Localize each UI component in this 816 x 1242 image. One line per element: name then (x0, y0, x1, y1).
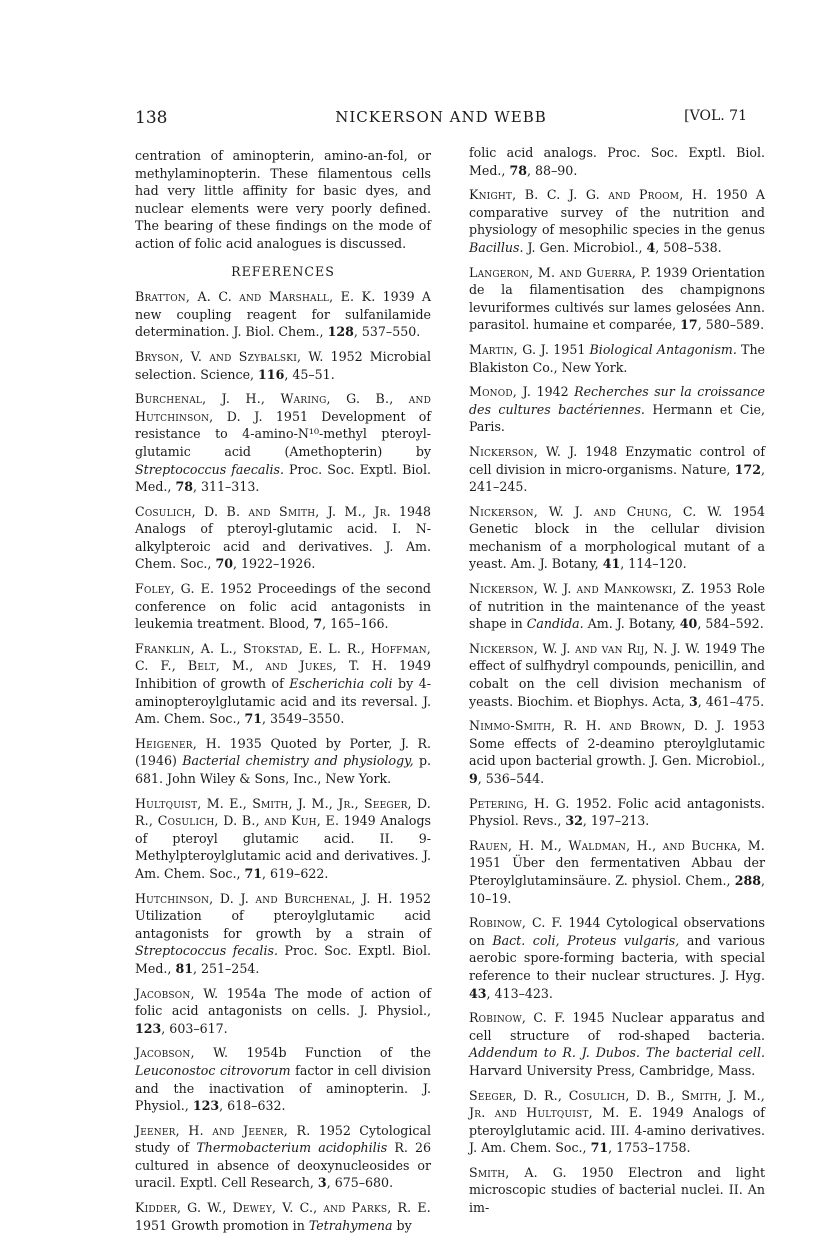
reference-entry (135, 1199, 431, 1234)
reference-authors: Knight, B. C. J. G. and Proom, H. (469, 187, 708, 203)
reference-authors: Nickerson, W. J. (469, 443, 578, 459)
reference-text: Proceedings of the second conference on folic acid antagonists in leukemia treatment. Blood, (135, 581, 431, 632)
reference-year: 1952. (575, 795, 612, 811)
reference-year: 1951 (469, 855, 502, 871)
reference-volume: 123 (135, 1020, 162, 1036)
reference-year: 1952 (330, 348, 363, 364)
reference-pages: , 311–313. (192, 479, 260, 495)
reference-italic: Recherches sur la croissance des cultures bactériennes. (469, 384, 765, 417)
reference-text: Role of nutrition in the maintenance of the yeast shape in (469, 581, 765, 632)
reference-pages: , 3549–3550. (262, 711, 345, 727)
reference-authors: Hutchinson, D. J. and Burchenal, J. H. (135, 890, 393, 906)
reference-entry (469, 264, 765, 334)
reference-volume: 78 (175, 479, 193, 495)
reference-entry (135, 1122, 431, 1192)
reference-text: Development of resistance to 4-amino-N¹⁰-methyl pteroyl-glutamic acid (Amethopterin) by (135, 408, 432, 459)
reference-italic: Bacillus. (469, 239, 524, 255)
reference-volume: 7 (313, 616, 323, 632)
reference-authors: Foley, G. E. (135, 581, 215, 597)
reference-year: 1952 (219, 581, 252, 597)
reference-text: Hermann et Cie, Paris. (469, 401, 766, 435)
reference-entry (469, 144, 765, 179)
reference-authors: Kidder, G. W., Dewey, V. C., and Parks, R. E. (135, 1200, 431, 1216)
reference-year: 1949 (704, 640, 737, 656)
reference-text: Proc. Soc. Exptl. Biol. Med., (135, 461, 431, 495)
reference-text: Some effects of 2-deamino pteroylglutamic acid upon bacterial growth. J. Gen. Microbiol., (469, 735, 765, 769)
reference-italic: Candida. (526, 616, 584, 632)
reference-authors: Martin, G. J. (469, 341, 550, 357)
reference-entry (135, 503, 431, 573)
reference-entry (135, 795, 431, 883)
reference-entry (469, 1164, 765, 1217)
reference-entry (135, 1044, 431, 1114)
reference-authors: Jacobson, W. (135, 1045, 229, 1061)
reference-text: Analogs of pteroylglutamic acid. III. 4-amino derivatives. J. Am. Chem. Soc., (469, 1105, 765, 1156)
reference-authors: Robinow, C. F. (469, 1010, 566, 1026)
reference-text: Function of the (304, 1045, 431, 1061)
reference-text: p. 681. John Wiley & Sons, Inc., New York. (135, 753, 432, 786)
reference-year: 1951 (135, 1217, 168, 1233)
reference-entry (469, 443, 765, 496)
reference-italic: Bacterial chemistry and physiology, (182, 753, 414, 769)
reference-pages: , 603–617. (161, 1020, 228, 1036)
reference-authors: Nimmo-Smith, R. H. and Brown, D. J. (469, 718, 725, 734)
reference-year: 1939 (382, 289, 415, 305)
reference-authors: Nickerson, W. J. and Mankowski, Z. (469, 581, 695, 597)
reference-year: 1944 (568, 915, 601, 931)
reference-volume: 81 (175, 960, 193, 976)
reference-year: 1942 (536, 384, 569, 400)
reference-text: Enzymatic control of cell division in micro-organisms. Nature, (469, 443, 765, 477)
reference-text: Growth promotion in (171, 1217, 309, 1233)
reference-text: Orientation de la filamentisation des champignons levuriformes cultivés sur lames gelosées Ann. parasitol. humaine et comparée, (469, 264, 765, 333)
reference-authors: Rauen, H. M., Waldman, H., and Buchka, M. (469, 837, 765, 853)
reference-pages: , 45–51. (284, 366, 335, 382)
reference-entry (469, 341, 765, 376)
reference-volume: 71 (244, 711, 263, 727)
reference-year: 1954 (732, 503, 765, 519)
reference-volume: 71 (244, 865, 263, 881)
reference-entry (469, 837, 765, 907)
reference-text: Electron and light microscopic studies of bacterial nuclei. II. An im- (469, 1164, 765, 1216)
reference-volume: 78 (509, 162, 527, 178)
reference-text: Analogs of pteroyl-glutamic acid. I. N-alkylpteroic acid and derivatives. J. Am. Chem. Soc., (135, 521, 431, 572)
reference-entry (135, 735, 431, 788)
reference-volume: 9 (469, 771, 478, 786)
reference-authors: Bratton, A. C. and Marshall, E. K. (135, 289, 376, 305)
reference-pages: , 675–680. (326, 1175, 394, 1191)
reference-pages: , 114–120. (620, 556, 687, 572)
reference-volume: 17 (680, 317, 698, 333)
reference-authors: Nickerson, W. J. and Chung, C. W. (469, 503, 723, 519)
reference-year: 1952 (318, 1122, 351, 1138)
reference-entry (469, 1087, 765, 1157)
reference-text: Utilization of pteroylglutamic acid antagonists for growth by a strain of (135, 908, 431, 941)
reference-volume: 41 (602, 556, 621, 572)
reference-pages: , 618–632. (219, 1098, 286, 1114)
page-number: 138 (135, 108, 168, 128)
reference-text: Folic acid antagonists. Physiol. Revs., (469, 795, 766, 829)
reference-volume: 288 (734, 872, 761, 888)
reference-text: Analogs of pteroyl glutamic acid. II. 9-Methylpteroylglutamic acid and derivatives. J. Am. Chem. Soc., (135, 813, 431, 881)
running-title: NICKERSON AND WEBB (335, 108, 547, 126)
reference-pages: , 413–423. (486, 985, 553, 1001)
reference-text: R. 26 cultured in absence of deoxynucleosides or uracil. Exptl. Cell Research, (135, 1140, 431, 1191)
reference-year: 1953 (732, 718, 765, 734)
reference-pages: , 461–475. (697, 693, 765, 709)
references-heading: REFERENCES (231, 263, 335, 279)
reference-pages: , 580–589. (697, 317, 765, 333)
reference-text: A comparative survey of the nutrition and physiology of mesophilic species in the genus (469, 187, 765, 238)
reference-italic: Escherichia coli (289, 676, 393, 692)
reference-text: by (392, 1217, 412, 1233)
reference-volume: 71 (590, 1140, 609, 1156)
reference-year: 1954a (226, 985, 267, 1001)
reference-text: Proc. Soc. Exptl. Biol. Med., (135, 943, 431, 976)
reference-volume: 172 (734, 461, 761, 477)
reference-pages: , 1753–1758. (608, 1140, 691, 1156)
reference-entry (469, 795, 765, 830)
reference-italic: Streptococcus fecalis. (135, 943, 278, 959)
reference-authors: Jacobson, W. (135, 985, 219, 1001)
volume-label: [VOL. 71 (684, 108, 747, 124)
reference-text: by 4-aminopteroylglutamic acid and its reversal. J. Am. Chem. Soc., (135, 676, 431, 727)
reference-entry (469, 503, 765, 573)
reference-pages: , 584–592. (697, 616, 764, 632)
reference-year: 1953 (699, 581, 732, 597)
reference-authors: Petering, H. G. (469, 795, 570, 811)
reference-entry (135, 640, 431, 728)
reference-year: 1954b (246, 1045, 287, 1061)
reference-authors: Langeron, M. and Guerra, P. (469, 264, 651, 280)
reference-text: The Blakiston Co., New York. (469, 341, 766, 375)
reference-volume: 4 (646, 239, 656, 255)
reference-year: 1950 (715, 187, 748, 203)
reference-text: Nuclear apparatus and cell structure of rod-shaped bacteria. (469, 1010, 765, 1043)
reference-text: Genetic block in the cellular division mechanism of a morphological mutant of a yeast. Am. J. Botany, (469, 521, 765, 572)
reference-pages: , 197–213. (582, 813, 650, 829)
reference-text: and various aerobic spore-forming bacteria, with special reference to their nuclear structures. J. Hyg. (469, 932, 765, 983)
reference-pages: , 88–90. (526, 162, 578, 178)
reference-text: factor in cell division and the inactivation of aminopterin. J. Physiol., (135, 1062, 431, 1114)
reference-pages: , 619–622. (262, 865, 329, 881)
reference-year: 1949 (343, 813, 376, 829)
reference-entry (135, 288, 431, 341)
reference-text: Über den fermentativen Abbau der Pteroylglutaminsäure. Z. physiol. Chem., (469, 855, 765, 888)
reference-italic: Thermobacterium acidophilis (196, 1140, 388, 1156)
reference-pages: , 536–544. (477, 771, 545, 786)
reference-year: 1948 (585, 443, 618, 459)
reference-year: 1949 (651, 1105, 684, 1121)
reference-authors: Seeger, D. R., Cosulich, D. B., Smith, J. M., Jr. and Hultquist, M. E. (469, 1087, 765, 1121)
reference-authors: Hultquist, M. E., Smith, J. M., Jr., Seeger, D. R., Cosulich, D. B., and Kuh, E. (135, 795, 431, 829)
reference-authors: Smith, A. G. (469, 1164, 567, 1180)
reference-text: J. Gen. Microbiol., (523, 239, 643, 255)
reference-pages: , 165–166. (322, 616, 389, 632)
page-header (135, 108, 747, 132)
reference-entry (135, 348, 431, 383)
reference-volume: 116 (258, 366, 285, 382)
reference-entry (469, 580, 765, 633)
reference-italic: Addendum to R. J. Dubos. The bacterial cell. (469, 1045, 765, 1061)
reference-authors: Bryson, V. and Szybalski, W. (135, 348, 324, 364)
reference-volume: 70 (215, 556, 233, 572)
reference-year: 1949 (398, 658, 431, 674)
reference-text: Harvard University Press, Cambridge, Mass. (469, 1062, 756, 1078)
reference-italic: Biological Antagonism. (589, 341, 737, 357)
reference-entry (469, 640, 765, 710)
reference-text: The mode of action of folic acid antagonists on cells. J. Physiol., (135, 985, 431, 1019)
reference-year: 1939 (655, 264, 688, 280)
reference-text: Am. J. Botany, (583, 616, 676, 632)
reference-volume: 3 (688, 693, 698, 709)
reference-text: A new coupling reagent for sulfanilamide determination. J. Biol. Chem., (135, 289, 431, 340)
reference-authors: Monod, J. (469, 384, 532, 400)
reference-text: Microbial selection. Science, (135, 348, 431, 382)
reference-entry (469, 717, 765, 787)
right-column (469, 144, 765, 1224)
reference-pages: , 508–538. (655, 239, 722, 255)
reference-text: folic acid analogs. Proc. Soc. Exptl. Biol. Med., (469, 145, 765, 178)
reference-volume: 43 (469, 985, 487, 1001)
reference-pages: , 537–550. (353, 324, 421, 340)
reference-entry (469, 383, 765, 436)
reference-entry (469, 1009, 765, 1079)
right-reference-list (469, 144, 765, 1217)
reference-entry (135, 580, 431, 633)
reference-text: Quoted by Porter, J. R. (1946) (135, 735, 432, 769)
reference-year: 1945 (572, 1010, 605, 1026)
reference-volume: 123 (192, 1098, 220, 1114)
abstract-tail: centration of aminopterin, amino-an-fol, or methylaminopterin. These filamentous cells had very little affinity for basic dyes, and nuclear elements were very poorly defined. The bearing of these findings on the mode of action of folic acid analogues is discussed. (135, 148, 431, 251)
reference-entry (135, 985, 431, 1038)
reference-text: Cytological study of (135, 1122, 431, 1156)
reference-authors: Jeener, H. and Jeener, R. (135, 1122, 311, 1138)
reference-authors: Nickerson, W. J. and van Rij, N. J. W. (469, 640, 701, 656)
reference-italic: Leuconostoc citrovorum (135, 1062, 291, 1078)
reference-authors: Burchenal, J. H., Waring, G. B., and Hutchinson, D. J. (135, 391, 431, 424)
reference-authors: Heigener, H. (135, 735, 222, 751)
reference-authors: Franklin, A. L., Stokstad, E. L. R., Hoffman, C. F., Belt, M., and Jukes, T. H. (135, 640, 431, 674)
reference-pages: , 241–245. (469, 461, 765, 495)
reference-authors: Robinow, C. F. (469, 915, 563, 931)
reference-year: 1951 (553, 341, 586, 357)
reference-pages: , 251–254. (192, 960, 260, 976)
reference-year: 1935 (229, 735, 262, 751)
reference-italic: Streptococcus faecalis. (135, 461, 284, 477)
reference-volume: 3 (317, 1175, 327, 1191)
reference-volume: 32 (565, 813, 583, 829)
reference-text: Inhibition of growth of (135, 676, 290, 692)
reference-entry (135, 390, 431, 496)
reference-entry (469, 186, 765, 256)
reference-text: Cytological observations on (469, 915, 765, 948)
reference-year: 1950 (581, 1164, 614, 1180)
reference-text: The effect of sulfhydryl compounds, penicillin, and cobalt on the cell division mechanism of yeasts. Biochim. et Biophys. Acta, (469, 640, 765, 709)
reference-italic: Tetrahymena (308, 1217, 393, 1233)
left-reference-list (135, 288, 431, 1234)
reference-pages: , 1922–1926. (232, 556, 316, 572)
reference-pages: , 10–19. (469, 872, 765, 906)
reference-entry (135, 890, 431, 978)
reference-authors: Cosulich, D. B. and Smith, J. M., Jr. (135, 503, 391, 519)
reference-year: 1948 (398, 503, 431, 519)
reference-italic: Bact. coli, Proteus vulgaris, (492, 932, 680, 948)
reference-year: 1951 (275, 408, 308, 424)
reference-entry (469, 914, 765, 1002)
reference-volume: 40 (679, 616, 698, 632)
left-column (135, 147, 431, 1241)
reference-year: 1952 (398, 890, 431, 906)
reference-volume: 128 (327, 324, 354, 340)
